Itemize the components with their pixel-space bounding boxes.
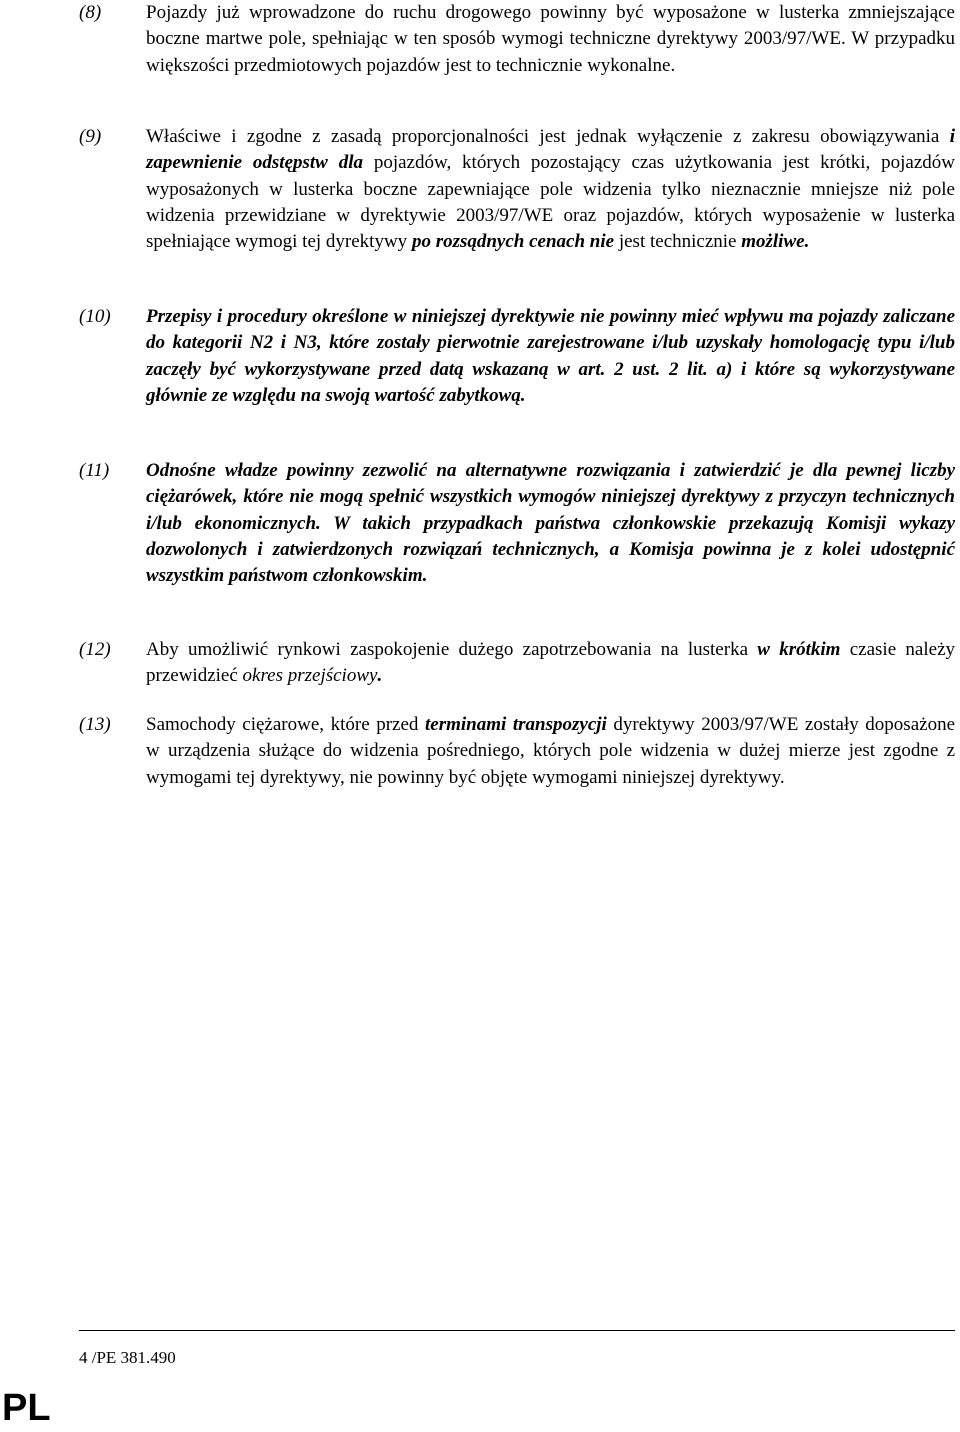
body-text: czasie należy przewidzieć <box>146 639 956 687</box>
emphasized-text: i zapewnienie odstępstw dla <box>146 126 955 174</box>
emphasized-text: Przepisy i procedury określone w niniejszej dyrektywie nie powinny mieć wpływu ma pojazdy zaliczane do kategorii N2 i N3, które zostały pierwotnie zarejestrowane i/lub uzyskały homologację typu i/lub zaczęły być wykorzystywane przed datą wskazaną w art. 2 ust. 2 lit. a) i które są wykorzystywane głównie ze względu na swoją wartość zabytkową. <box>146 306 955 406</box>
recital-text <box>146 304 955 409</box>
document-reference: 4 /PE 381.490 <box>79 1348 176 1367</box>
recital-number: (11) <box>79 460 110 481</box>
emphasized-text: Odnośne władze powinny zezwolić na alternatywne rozwiązania i zatwierdzić je dla pewnej liczby ciężarówek, które nie mogą spełnić wszystkich wymogów niniejszej dyrektywy z przyczyn technicznych i/lub ekonomicznych. W takich przypadkach państwa członkowskie przekazują Komisji wykazy dozwolonych i zatwierdzonych rozwiązań technicznych, a Komisja powinna je z kolei udostępnić wszystkim państwom członkowskim. <box>146 460 955 587</box>
recital-number: (10) <box>79 306 111 327</box>
body-text: Samochody ciężarowe, które przed <box>146 714 425 735</box>
emphasized-text: możliwe. <box>741 231 810 253</box>
emphasized-text: terminami transpozycji <box>425 714 607 735</box>
body-text: Właściwe i zgodne z zasadą proporcjonalności jest jednak wyłączenie z zakresu obowiązywania <box>146 126 950 147</box>
recital-text <box>146 637 955 690</box>
recital-text <box>146 458 955 589</box>
recital-number: (9) <box>79 126 102 147</box>
body-text: jest technicznie <box>614 231 742 253</box>
recital-number: (8) <box>79 2 102 23</box>
recital-9 <box>79 124 955 255</box>
recital-text <box>146 124 955 255</box>
body-text: pojazdów, których pozostający czas użytkowania jest krótki, pojazdów wyposażonych w lusterka boczne zapewniające pole widzenia tylko nieznacznie mniejsze niż pole widzenia przewidziane w dyrektywie 2003/97/WE oraz pojazdów, których wyposażenie w lusterka spełniające wymogi tej dyrektywy <box>146 152 955 253</box>
recital-10 <box>79 304 955 409</box>
recital-11 <box>79 458 955 589</box>
recital-number: (13) <box>79 714 111 735</box>
body-text: Pojazdy już wprowadzone do ruchu drogowego powinny być wyposażone w lusterka zmniejszające boczne martwe pole, spełniając w ten sposób wymogi techniczne dyrektywy 2003/97/WE. W przypadku większości przedmiotowych pojazdów jest to technicznie wykonalne. <box>146 2 955 76</box>
recital-text <box>146 712 955 791</box>
body-text: dyrektywy 2003/97/WE zostały doposażone w urządzenia służące do widzenia pośredniego, których pole widzenia w dużej mierze jest zgodne z wymogami tej dyrektywy, nie powinny być objęte wymogami niniejszej dyrektywy. <box>146 714 956 788</box>
recital-text <box>146 0 955 79</box>
emphasized-text: okres przejściowy <box>242 665 378 687</box>
recital-12 <box>79 637 955 690</box>
recital-number: (12) <box>79 639 111 660</box>
recital-8 <box>79 0 955 79</box>
emphasized-text: . <box>377 665 383 687</box>
footer-divider <box>79 1330 955 1331</box>
recital-13 <box>79 712 955 791</box>
language-code: PL <box>2 1387 51 1429</box>
body-text: Aby umożliwić rynkowi zaspokojenie dużego zapotrzebowania na lusterka <box>146 639 758 660</box>
emphasized-text: po rozsądnych cenach nie <box>411 231 615 253</box>
emphasized-text: w krótkim <box>757 639 841 660</box>
